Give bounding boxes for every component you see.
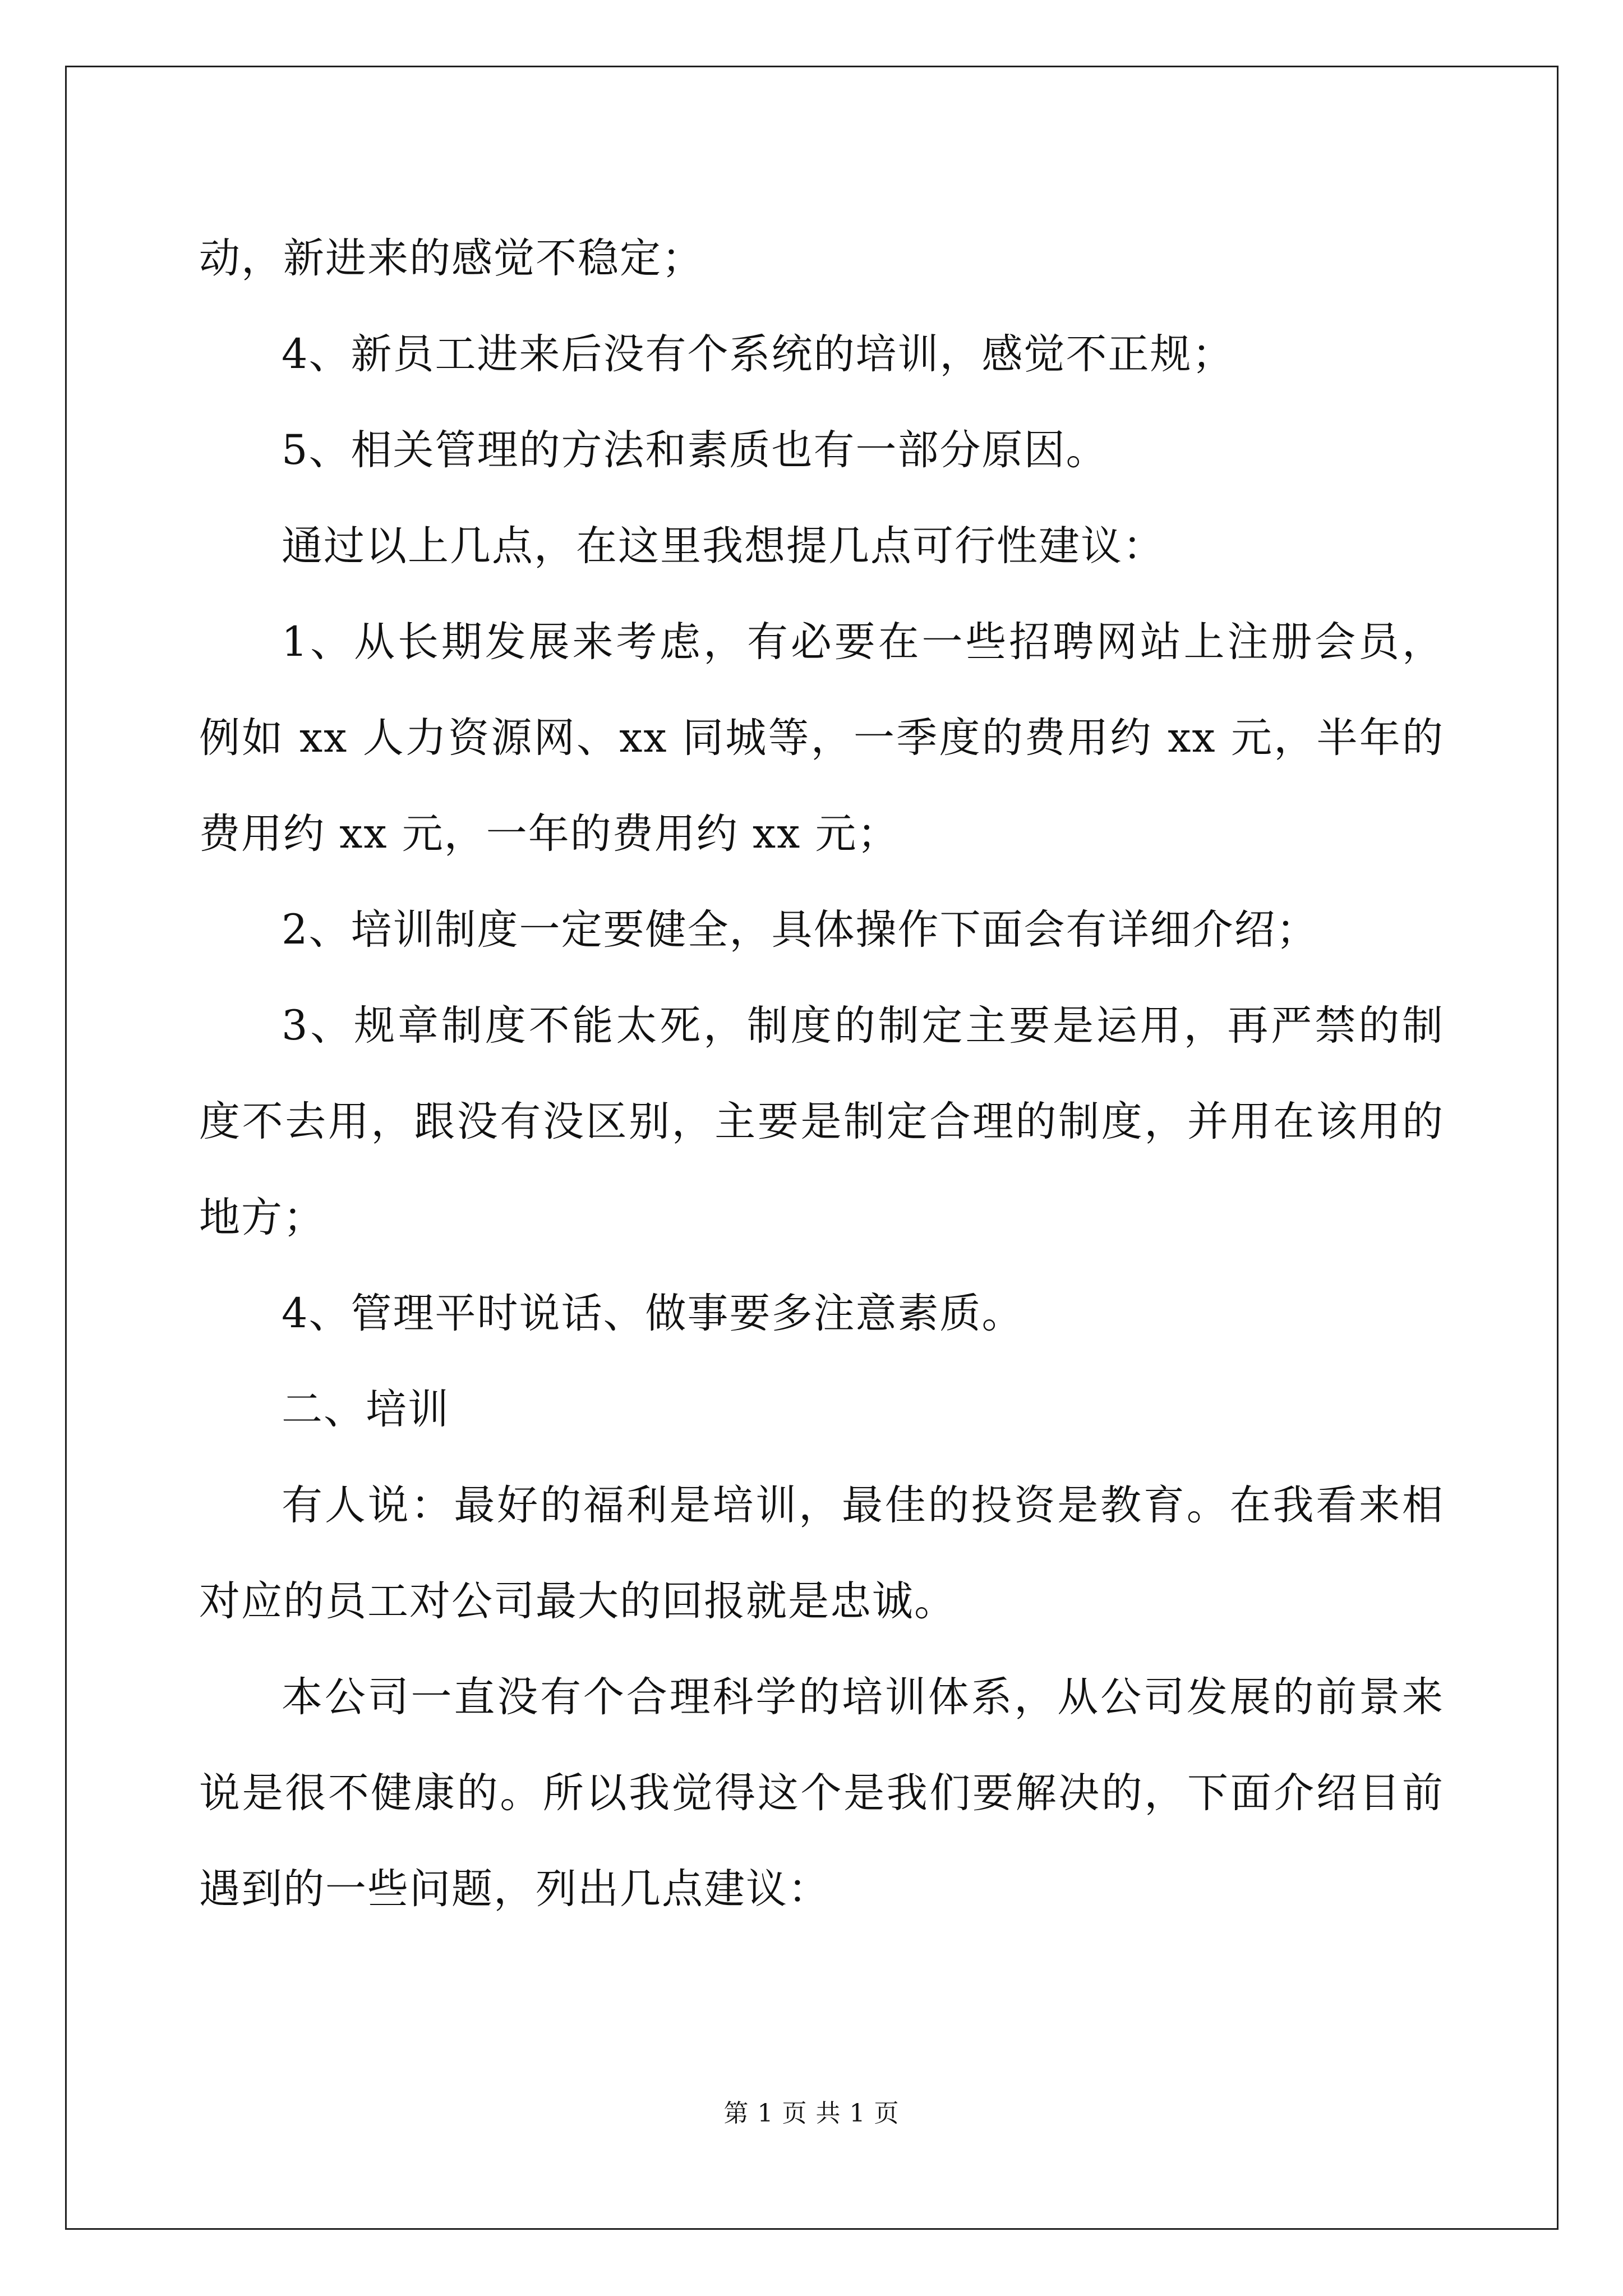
- paragraph: 2、培训制度一定要健全，具体操作下面会有详细介绍；: [282, 906, 1318, 954]
- page-number-footer: 第 1 页 共 1 页: [723, 2099, 900, 2128]
- document-body: [199, 210, 1444, 1937]
- paragraph: 动，新进来的感觉不稳定；: [199, 234, 704, 282]
- paragraph: 本公司一直没有个合理科学的培训体系，从公司发展的前景来说是很不健康的。所以我觉得这个是我们要解决的，下面介绍目前遇到的一些问题，列出几点建议：: [199, 1673, 1444, 1913]
- paragraph: 通过以上几点，在这里我想提几点可行性建议：: [282, 522, 1165, 570]
- paragraph: 4、新员工进来后没有个系统的培训，感觉不正规；: [282, 330, 1234, 378]
- paragraph: 3、规章制度不能太死，制度的制定主要是运用，再严禁的制度不去用，跟没有没区别，主要是制定合理的制度，并用在该用的地方；: [199, 1002, 1444, 1241]
- section-heading: 二、培训: [282, 1386, 450, 1433]
- paragraph: 有人说：最好的福利是培训，最佳的投资是教育。在我看来相对应的员工对公司最大的回报就是忠诚。: [199, 1481, 1444, 1625]
- paragraph: 5、相关管理的方法和素质也有一部分原因。: [282, 426, 1108, 474]
- paragraph: 4、管理平时说话、做事要多注意素质。: [282, 1290, 1024, 1337]
- paragraph: 1、从长期发展来考虑，有必要在一些招聘网站上注册会员，例如 xx 人力资源网、xx 同城等，一季度的费用约 xx 元，半年的费用约 xx 元，一年的费用约 xx 元；: [199, 618, 1444, 858]
